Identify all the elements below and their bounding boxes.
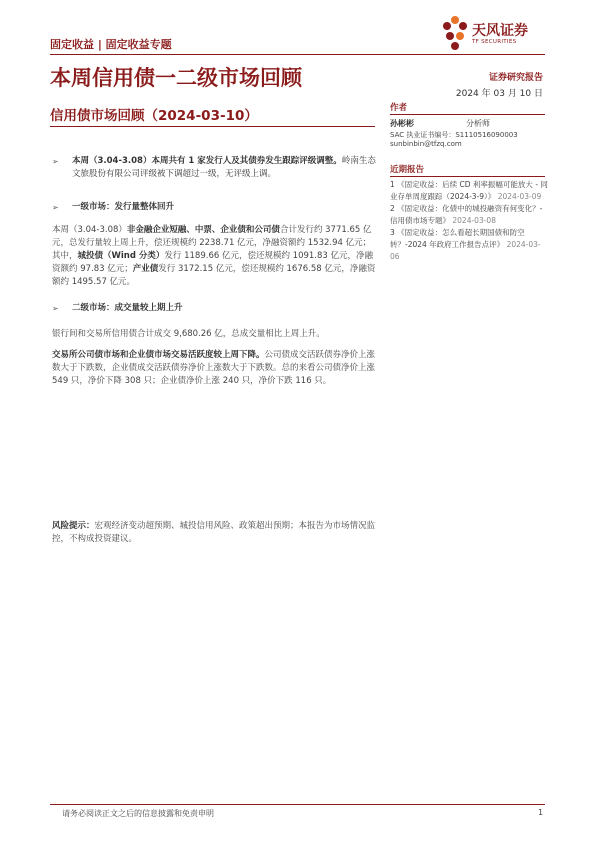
section-heading-secondary: 二级市场：成交量较上期上升 — [72, 303, 183, 313]
author-cert: SAC 执业证书编号：S1110516090003 — [390, 131, 518, 139]
author-role: 分析师 — [466, 119, 490, 128]
recent-report-title: 3 《固定收益：怎么看超长期国债和防空转？-2024 年政府工作报告点评》 — [390, 228, 525, 249]
author-heading: 作者 — [390, 103, 408, 113]
recent-report-date: 2024-03-06 — [390, 240, 541, 261]
paragraph-primary-market — [52, 224, 377, 289]
logo-text-en: TF SECURITIES — [472, 39, 517, 45]
recent-report-title: 2 《固定收益：化债中的城投融资有何变化？-信用债市场专题》 — [390, 204, 543, 225]
bullet-plain-text: 岭南生态文旅股份有限公司评级被下调超过一级，无评级上调。 — [72, 156, 376, 179]
recent-reports-list — [390, 179, 548, 263]
footer-divider — [50, 804, 545, 805]
recent-divider — [390, 176, 545, 177]
recent-report-item[interactable] — [390, 203, 548, 227]
page-title: 本周信用债一二级市场回顾 — [50, 66, 302, 90]
risk-text: 宏观经济变动超预期、城投信用风险、政策超出预期；本报告为市场情况监控，不构成投资建议。 — [52, 521, 376, 544]
report-date: 2024 年 03 月 10 日 — [455, 89, 543, 99]
author-email[interactable]: sunbinbin@tfzq.com — [390, 140, 462, 148]
recent-report-title: 1 《固定收益：后续 CD 利率振幅可能放大 - 同业存单周度跟踪（2024-3-9）》 — [390, 180, 548, 201]
bullet-arrow-icon: ➢ — [52, 203, 59, 212]
bullet-text — [72, 155, 377, 181]
text-run-bold: 非金融企业短融、中票、企业债和公司债 — [126, 225, 280, 235]
text-run: 发行 3172.15 亿元，偿还规模约 1676.58 亿元，净融资额约 1495.57 亿元。 — [52, 264, 376, 287]
risk-warning — [52, 520, 377, 546]
text-run: 本周（3.04-3.08） — [52, 225, 127, 235]
bullet-rating-changes — [52, 155, 377, 195]
text-run: 发行 1189.66 亿元，偿还规模约 1091.83 亿元，净融资额约 97.83 亿元； — [52, 251, 374, 274]
author-name: 孙彬彬 — [390, 119, 414, 128]
header-divider — [50, 54, 545, 55]
recent-heading: 近期报告 — [390, 165, 425, 175]
bullet-arrow-icon: ➢ — [52, 157, 59, 166]
text-run: 合计发行约 3771.65 亿元，总发行量较上周上升，偿还规模约 2238.71 亿元，净融资额约 1532.94 亿元；其中， — [52, 225, 372, 261]
recent-report-item[interactable] — [390, 179, 548, 203]
report-type: 证券研究报告 — [488, 73, 543, 83]
recent-report-date: 2024-03-09 — [497, 192, 542, 201]
page-number: 1 — [538, 808, 544, 817]
bullet-primary-market — [52, 201, 377, 215]
bullet-bold-text: 本周（3.04-3.08）本周共有 1 家发行人及其债券发生跟踪评级调整。 — [72, 156, 342, 166]
page-subtitle: 信用债市场回顾（2024-03-10） — [50, 108, 258, 124]
bullet-arrow-icon: ➢ — [52, 304, 59, 313]
recent-report-date: 2024-03-08 — [452, 216, 496, 225]
risk-label: 风险提示： — [52, 521, 95, 531]
logo-icon — [440, 14, 470, 52]
section-heading-primary: 一级市场：发行量整体回升 — [72, 202, 175, 212]
text-run: 公司债成交活跃债券净价上涨数大于下跌数，企业债成交活跃债券净价上涨数大于下跌数。总的来看公司债净价上涨 549 只，净价下降 308 只；企业债净价上涨 240 只，净价下跌 116 只。 — [52, 350, 376, 386]
logo-text-cn: 天风证券 — [472, 23, 528, 39]
text-run-bold: 交易所公司债市场和企业债市场交易活跃度较上周下降。 — [52, 350, 265, 360]
recent-report-item[interactable] — [390, 227, 548, 263]
footer-disclaimer: 请务必阅读正文之后的信息披露和免责申明 — [62, 809, 214, 818]
paragraph-turnover: 银行间和交易所信用债合计成交 9,680.26 亿，总成交量相比上周上升。 — [52, 329, 325, 339]
text-run-bold: 产业债 — [132, 264, 159, 274]
bullet-secondary-market — [52, 302, 377, 316]
text-run-bold: 城投债（Wind 分类） — [77, 251, 165, 261]
paragraph-exchange-market — [52, 349, 377, 388]
header-category: 固定收益 | 固定收益专题 — [50, 38, 172, 51]
subtitle-divider — [50, 126, 375, 127]
author-divider — [390, 114, 545, 115]
